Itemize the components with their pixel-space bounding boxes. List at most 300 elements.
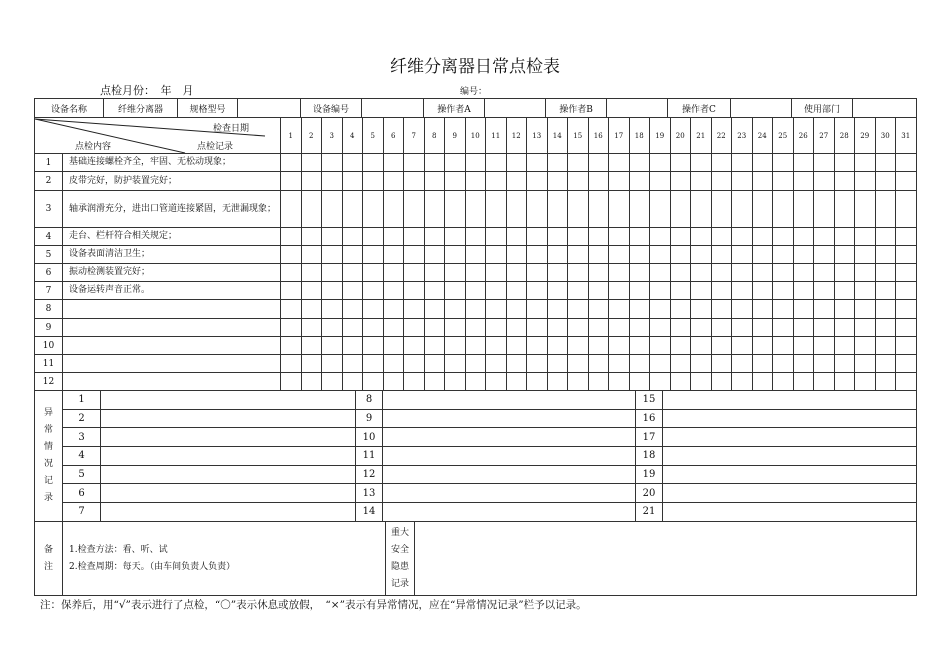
check-cell[interactable] <box>486 154 507 172</box>
check-cell[interactable] <box>814 355 835 373</box>
abnormal-entry[interactable] <box>101 447 356 466</box>
check-cell[interactable] <box>486 228 507 246</box>
check-cell[interactable] <box>363 300 384 319</box>
check-cell[interactable] <box>773 355 794 373</box>
check-cell[interactable] <box>629 319 650 337</box>
check-cell[interactable] <box>670 228 691 246</box>
check-cell[interactable] <box>793 282 814 300</box>
check-cell[interactable] <box>896 228 917 246</box>
check-cell[interactable] <box>322 172 343 191</box>
check-cell[interactable] <box>752 282 773 300</box>
check-cell[interactable] <box>445 373 466 391</box>
check-cell[interactable] <box>465 264 486 282</box>
check-cell[interactable] <box>547 228 568 246</box>
check-cell[interactable] <box>609 172 630 191</box>
check-cell[interactable] <box>547 373 568 391</box>
info-value[interactable] <box>853 99 917 118</box>
check-cell[interactable] <box>834 355 855 373</box>
abnormal-entry[interactable] <box>383 391 636 410</box>
check-cell[interactable] <box>322 355 343 373</box>
check-cell[interactable] <box>568 282 589 300</box>
abnormal-entry[interactable] <box>663 447 917 466</box>
check-cell[interactable] <box>691 337 712 355</box>
check-cell[interactable] <box>445 154 466 172</box>
check-cell[interactable] <box>773 228 794 246</box>
check-cell[interactable] <box>732 337 753 355</box>
check-cell[interactable] <box>527 282 548 300</box>
check-cell[interactable] <box>814 264 835 282</box>
check-cell[interactable] <box>342 337 363 355</box>
abnormal-entry[interactable] <box>383 503 636 522</box>
check-cell[interactable] <box>506 228 527 246</box>
check-cell[interactable] <box>383 264 404 282</box>
check-cell[interactable] <box>793 172 814 191</box>
check-cell[interactable] <box>301 228 322 246</box>
check-cell[interactable] <box>855 319 876 337</box>
check-cell[interactable] <box>506 172 527 191</box>
check-cell[interactable] <box>855 300 876 319</box>
check-cell[interactable] <box>486 172 507 191</box>
check-cell[interactable] <box>547 172 568 191</box>
check-cell[interactable] <box>322 228 343 246</box>
check-cell[interactable] <box>445 337 466 355</box>
check-cell[interactable] <box>773 282 794 300</box>
info-value[interactable] <box>731 99 792 118</box>
check-cell[interactable] <box>568 373 589 391</box>
check-cell[interactable] <box>445 264 466 282</box>
check-cell[interactable] <box>609 228 630 246</box>
check-cell[interactable] <box>342 282 363 300</box>
check-cell[interactable] <box>465 373 486 391</box>
check-cell[interactable] <box>301 282 322 300</box>
check-cell[interactable] <box>650 246 671 264</box>
check-cell[interactable] <box>711 264 732 282</box>
check-cell[interactable] <box>855 264 876 282</box>
check-cell[interactable] <box>691 373 712 391</box>
check-cell[interactable] <box>650 191 671 228</box>
check-cell[interactable] <box>752 246 773 264</box>
check-cell[interactable] <box>650 228 671 246</box>
check-cell[interactable] <box>732 319 753 337</box>
check-cell[interactable] <box>383 319 404 337</box>
check-cell[interactable] <box>691 282 712 300</box>
check-cell[interactable] <box>752 355 773 373</box>
check-cell[interactable] <box>383 191 404 228</box>
check-cell[interactable] <box>793 228 814 246</box>
check-cell[interactable] <box>506 319 527 337</box>
check-cell[interactable] <box>670 355 691 373</box>
check-cell[interactable] <box>773 154 794 172</box>
check-cell[interactable] <box>424 373 445 391</box>
check-cell[interactable] <box>793 264 814 282</box>
check-cell[interactable] <box>670 300 691 319</box>
check-cell[interactable] <box>752 228 773 246</box>
check-cell[interactable] <box>855 373 876 391</box>
check-cell[interactable] <box>301 319 322 337</box>
check-cell[interactable] <box>486 282 507 300</box>
check-cell[interactable] <box>629 300 650 319</box>
check-cell[interactable] <box>629 191 650 228</box>
abnormal-entry[interactable] <box>383 409 636 428</box>
check-cell[interactable] <box>547 319 568 337</box>
check-cell[interactable] <box>568 246 589 264</box>
check-cell[interactable] <box>547 337 568 355</box>
check-cell[interactable] <box>342 355 363 373</box>
check-cell[interactable] <box>588 154 609 172</box>
check-cell[interactable] <box>486 300 507 319</box>
check-cell[interactable] <box>465 355 486 373</box>
check-cell[interactable] <box>383 172 404 191</box>
check-cell[interactable] <box>629 246 650 264</box>
check-cell[interactable] <box>650 154 671 172</box>
check-cell[interactable] <box>588 228 609 246</box>
check-cell[interactable] <box>506 191 527 228</box>
check-cell[interactable] <box>670 264 691 282</box>
abnormal-entry[interactable] <box>663 391 917 410</box>
check-cell[interactable] <box>322 282 343 300</box>
check-cell[interactable] <box>281 246 302 264</box>
check-cell[interactable] <box>834 282 855 300</box>
check-cell[interactable] <box>752 264 773 282</box>
abnormal-entry[interactable] <box>101 428 356 447</box>
check-cell[interactable] <box>670 154 691 172</box>
check-cell[interactable] <box>588 337 609 355</box>
info-value[interactable] <box>362 99 424 118</box>
abnormal-entry[interactable] <box>383 428 636 447</box>
check-cell[interactable] <box>404 172 425 191</box>
check-cell[interactable] <box>568 228 589 246</box>
check-cell[interactable] <box>875 300 896 319</box>
check-cell[interactable] <box>486 191 507 228</box>
check-cell[interactable] <box>322 373 343 391</box>
check-cell[interactable] <box>568 191 589 228</box>
check-cell[interactable] <box>588 373 609 391</box>
check-cell[interactable] <box>629 355 650 373</box>
check-cell[interactable] <box>793 319 814 337</box>
check-cell[interactable] <box>588 319 609 337</box>
check-cell[interactable] <box>465 172 486 191</box>
check-cell[interactable] <box>732 282 753 300</box>
check-cell[interactable] <box>281 191 302 228</box>
check-cell[interactable] <box>506 246 527 264</box>
check-cell[interactable] <box>342 264 363 282</box>
check-cell[interactable] <box>301 300 322 319</box>
check-cell[interactable] <box>383 246 404 264</box>
check-cell[interactable] <box>301 154 322 172</box>
check-cell[interactable] <box>732 355 753 373</box>
check-cell[interactable] <box>896 172 917 191</box>
check-cell[interactable] <box>875 373 896 391</box>
check-cell[interactable] <box>506 300 527 319</box>
check-cell[interactable] <box>896 246 917 264</box>
hazard-record-cell[interactable] <box>415 522 917 596</box>
check-cell[interactable] <box>691 228 712 246</box>
check-cell[interactable] <box>383 300 404 319</box>
check-cell[interactable] <box>486 319 507 337</box>
check-cell[interactable] <box>875 264 896 282</box>
check-cell[interactable] <box>629 264 650 282</box>
check-cell[interactable] <box>527 264 548 282</box>
check-cell[interactable] <box>445 282 466 300</box>
abnormal-entry[interactable] <box>383 484 636 503</box>
check-cell[interactable] <box>834 154 855 172</box>
check-cell[interactable] <box>814 246 835 264</box>
check-cell[interactable] <box>465 228 486 246</box>
check-cell[interactable] <box>547 154 568 172</box>
check-cell[interactable] <box>752 373 773 391</box>
check-cell[interactable] <box>793 355 814 373</box>
check-cell[interactable] <box>752 154 773 172</box>
check-cell[interactable] <box>650 282 671 300</box>
check-cell[interactable] <box>527 172 548 191</box>
check-cell[interactable] <box>363 246 384 264</box>
check-cell[interactable] <box>568 337 589 355</box>
check-cell[interactable] <box>711 319 732 337</box>
check-cell[interactable] <box>609 319 630 337</box>
check-cell[interactable] <box>445 191 466 228</box>
abnormal-entry[interactable] <box>101 484 356 503</box>
check-cell[interactable] <box>404 228 425 246</box>
check-cell[interactable] <box>404 154 425 172</box>
check-cell[interactable] <box>363 337 384 355</box>
check-cell[interactable] <box>609 300 630 319</box>
check-cell[interactable] <box>896 355 917 373</box>
check-cell[interactable] <box>588 172 609 191</box>
check-cell[interactable] <box>486 337 507 355</box>
check-cell[interactable] <box>650 319 671 337</box>
check-cell[interactable] <box>527 337 548 355</box>
check-cell[interactable] <box>404 373 425 391</box>
check-cell[interactable] <box>875 319 896 337</box>
check-cell[interactable] <box>650 264 671 282</box>
check-cell[interactable] <box>342 319 363 337</box>
check-cell[interactable] <box>465 319 486 337</box>
check-cell[interactable] <box>629 337 650 355</box>
check-cell[interactable] <box>855 172 876 191</box>
check-cell[interactable] <box>732 191 753 228</box>
check-cell[interactable] <box>814 228 835 246</box>
check-cell[interactable] <box>773 319 794 337</box>
check-cell[interactable] <box>383 373 404 391</box>
check-cell[interactable] <box>506 337 527 355</box>
check-cell[interactable] <box>506 264 527 282</box>
check-cell[interactable] <box>404 337 425 355</box>
check-cell[interactable] <box>465 246 486 264</box>
check-cell[interactable] <box>527 319 548 337</box>
check-cell[interactable] <box>342 154 363 172</box>
check-cell[interactable] <box>875 282 896 300</box>
check-cell[interactable] <box>834 300 855 319</box>
check-cell[interactable] <box>363 191 384 228</box>
check-cell[interactable] <box>650 373 671 391</box>
check-cell[interactable] <box>588 264 609 282</box>
check-cell[interactable] <box>547 264 568 282</box>
check-cell[interactable] <box>773 337 794 355</box>
check-cell[interactable] <box>629 172 650 191</box>
check-cell[interactable] <box>609 191 630 228</box>
check-cell[interactable] <box>404 264 425 282</box>
check-cell[interactable] <box>301 191 322 228</box>
check-cell[interactable] <box>834 264 855 282</box>
check-cell[interactable] <box>527 355 548 373</box>
check-cell[interactable] <box>875 172 896 191</box>
check-cell[interactable] <box>281 172 302 191</box>
check-cell[interactable] <box>793 300 814 319</box>
abnormal-entry[interactable] <box>663 484 917 503</box>
check-cell[interactable] <box>363 264 384 282</box>
check-cell[interactable] <box>383 228 404 246</box>
check-cell[interactable] <box>773 373 794 391</box>
check-cell[interactable] <box>465 191 486 228</box>
check-cell[interactable] <box>834 337 855 355</box>
check-cell[interactable] <box>301 373 322 391</box>
check-cell[interactable] <box>363 228 384 246</box>
check-cell[interactable] <box>896 282 917 300</box>
check-cell[interactable] <box>568 300 589 319</box>
check-cell[interactable] <box>732 154 753 172</box>
check-cell[interactable] <box>547 355 568 373</box>
check-cell[interactable] <box>424 172 445 191</box>
check-cell[interactable] <box>424 246 445 264</box>
check-cell[interactable] <box>670 246 691 264</box>
check-cell[interactable] <box>404 246 425 264</box>
check-cell[interactable] <box>650 172 671 191</box>
check-cell[interactable] <box>793 246 814 264</box>
check-cell[interactable] <box>711 337 732 355</box>
check-cell[interactable] <box>752 300 773 319</box>
check-cell[interactable] <box>363 355 384 373</box>
check-cell[interactable] <box>281 337 302 355</box>
check-cell[interactable] <box>814 373 835 391</box>
check-cell[interactable] <box>363 319 384 337</box>
check-cell[interactable] <box>506 282 527 300</box>
check-cell[interactable] <box>711 373 732 391</box>
check-cell[interactable] <box>691 246 712 264</box>
check-cell[interactable] <box>281 355 302 373</box>
check-cell[interactable] <box>527 228 548 246</box>
check-cell[interactable] <box>793 373 814 391</box>
check-cell[interactable] <box>445 246 466 264</box>
check-cell[interactable] <box>445 172 466 191</box>
check-cell[interactable] <box>465 154 486 172</box>
check-cell[interactable] <box>711 355 732 373</box>
check-cell[interactable] <box>609 154 630 172</box>
check-cell[interactable] <box>363 154 384 172</box>
check-cell[interactable] <box>814 154 835 172</box>
abnormal-entry[interactable] <box>383 465 636 484</box>
check-cell[interactable] <box>650 337 671 355</box>
check-cell[interactable] <box>834 228 855 246</box>
check-cell[interactable] <box>875 337 896 355</box>
check-cell[interactable] <box>301 264 322 282</box>
check-cell[interactable] <box>404 355 425 373</box>
check-cell[interactable] <box>363 282 384 300</box>
check-cell[interactable] <box>301 337 322 355</box>
check-cell[interactable] <box>547 282 568 300</box>
check-cell[interactable] <box>711 154 732 172</box>
check-cell[interactable] <box>486 246 507 264</box>
check-cell[interactable] <box>711 282 732 300</box>
check-cell[interactable] <box>650 355 671 373</box>
check-cell[interactable] <box>814 172 835 191</box>
check-cell[interactable] <box>527 246 548 264</box>
check-cell[interactable] <box>875 191 896 228</box>
check-cell[interactable] <box>691 355 712 373</box>
check-cell[interactable] <box>301 246 322 264</box>
check-cell[interactable] <box>896 264 917 282</box>
check-cell[interactable] <box>814 300 835 319</box>
check-cell[interactable] <box>301 355 322 373</box>
check-cell[interactable] <box>547 191 568 228</box>
check-cell[interactable] <box>670 172 691 191</box>
check-cell[interactable] <box>875 228 896 246</box>
check-cell[interactable] <box>281 282 302 300</box>
check-cell[interactable] <box>465 337 486 355</box>
check-cell[interactable] <box>834 191 855 228</box>
check-cell[interactable] <box>568 355 589 373</box>
check-cell[interactable] <box>773 300 794 319</box>
check-cell[interactable] <box>670 373 691 391</box>
check-cell[interactable] <box>424 337 445 355</box>
check-cell[interactable] <box>732 373 753 391</box>
check-cell[interactable] <box>629 154 650 172</box>
check-cell[interactable] <box>465 282 486 300</box>
check-cell[interactable] <box>711 246 732 264</box>
check-cell[interactable] <box>732 172 753 191</box>
check-cell[interactable] <box>814 337 835 355</box>
check-cell[interactable] <box>670 282 691 300</box>
abnormal-entry[interactable] <box>663 465 917 484</box>
check-cell[interactable] <box>875 246 896 264</box>
check-cell[interactable] <box>711 172 732 191</box>
check-cell[interactable] <box>670 319 691 337</box>
abnormal-entry[interactable] <box>663 428 917 447</box>
check-cell[interactable] <box>588 300 609 319</box>
check-cell[interactable] <box>424 355 445 373</box>
check-cell[interactable] <box>322 337 343 355</box>
check-cell[interactable] <box>814 191 835 228</box>
check-cell[interactable] <box>691 319 712 337</box>
check-cell[interactable] <box>424 228 445 246</box>
check-cell[interactable] <box>896 373 917 391</box>
check-cell[interactable] <box>896 319 917 337</box>
abnormal-entry[interactable] <box>663 503 917 522</box>
check-cell[interactable] <box>445 228 466 246</box>
check-cell[interactable] <box>629 228 650 246</box>
check-cell[interactable] <box>834 172 855 191</box>
check-cell[interactable] <box>342 300 363 319</box>
check-cell[interactable] <box>691 191 712 228</box>
check-cell[interactable] <box>342 228 363 246</box>
info-value[interactable] <box>238 99 301 118</box>
abnormal-entry[interactable] <box>101 409 356 428</box>
abnormal-entry[interactable] <box>383 447 636 466</box>
check-cell[interactable] <box>814 282 835 300</box>
check-cell[interactable] <box>609 373 630 391</box>
check-cell[interactable] <box>527 373 548 391</box>
check-cell[interactable] <box>793 337 814 355</box>
check-cell[interactable] <box>383 282 404 300</box>
check-cell[interactable] <box>711 228 732 246</box>
check-cell[interactable] <box>281 373 302 391</box>
check-cell[interactable] <box>486 373 507 391</box>
info-value[interactable] <box>485 99 546 118</box>
check-cell[interactable] <box>609 246 630 264</box>
check-cell[interactable] <box>383 355 404 373</box>
check-cell[interactable] <box>814 319 835 337</box>
check-cell[interactable] <box>711 300 732 319</box>
check-cell[interactable] <box>445 300 466 319</box>
